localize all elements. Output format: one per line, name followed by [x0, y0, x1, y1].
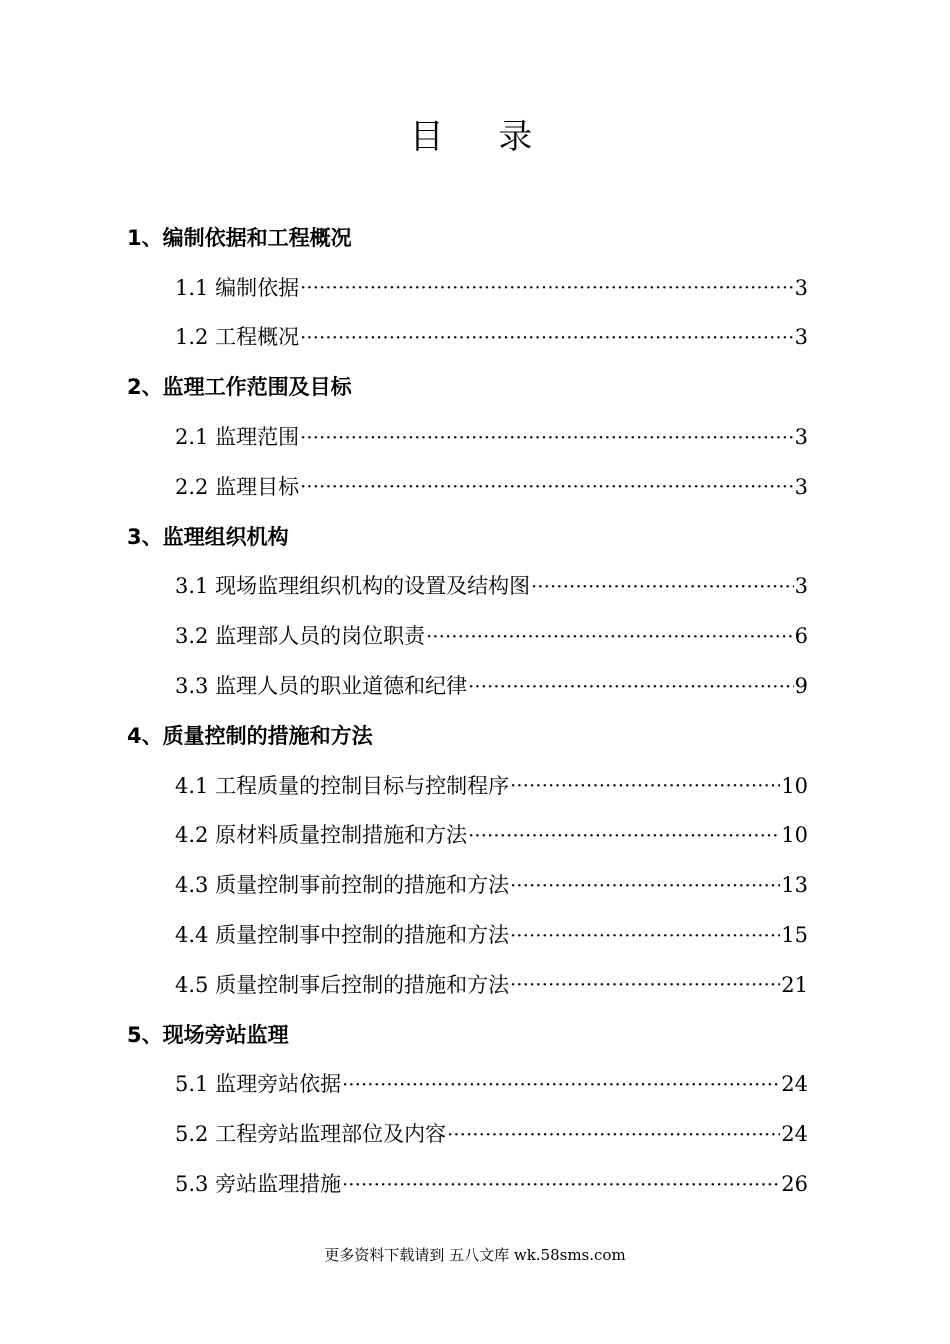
toc-entry-label: 2.2 监理目标 — [175, 474, 300, 499]
toc-entry-label: 3.1 现场监理组织机构的设置及结构图 — [175, 574, 531, 599]
dot-leader — [510, 920, 780, 951]
toc-entry-label: 3.2 监理部人员的岗位职责 — [175, 624, 426, 649]
toc-entry-label: 4.5 质量控制事后控制的措施和方法 — [175, 972, 510, 997]
toc-entry — [0, 412, 808, 462]
dot-leader — [510, 969, 780, 1000]
toc-page-number: 9 — [794, 674, 808, 699]
toc-entry-label: 4.2 原材料质量控制措施和方法 — [175, 823, 468, 848]
toc-page-number: 6 — [794, 624, 808, 649]
dot-leader — [468, 820, 780, 851]
dot-leader — [300, 471, 794, 502]
toc-page-number: 3 — [794, 474, 808, 499]
toc-entry-label: 1.2 工程概况 — [175, 325, 300, 350]
toc-entry — [0, 611, 808, 661]
dot-leader — [300, 322, 794, 353]
toc-entry-label: 4.4 质量控制事中控制的措施和方法 — [175, 923, 510, 948]
toc-entry — [0, 263, 808, 313]
dot-leader — [468, 671, 794, 702]
dot-leader — [342, 1069, 780, 1100]
toc-page-number: 3 — [794, 574, 808, 599]
dot-leader — [300, 422, 794, 453]
toc-page-number: 21 — [781, 972, 808, 997]
toc-page-number: 24 — [781, 1122, 808, 1147]
toc-entry — [0, 761, 808, 811]
toc-section-heading: 3、监理组织机构 — [127, 524, 289, 549]
toc-entry-label: 4.3 质量控制事前控制的措施和方法 — [175, 873, 510, 898]
dot-leader — [300, 272, 794, 303]
toc-page-number: 10 — [781, 773, 808, 798]
toc-section-heading: 4、质量控制的措施和方法 — [127, 723, 373, 748]
footer-note: 更多资料下载请到 五八文库 wk.58sms.com — [324, 1246, 626, 1264]
toc-entry — [0, 661, 808, 711]
toc-section-heading: 5、现场旁站监理 — [127, 1022, 289, 1047]
dot-leader — [531, 571, 794, 602]
toc-page-number: 3 — [794, 425, 808, 450]
toc-entry-label: 4.1 工程质量的控制目标与控制程序 — [175, 773, 510, 798]
toc-page-number: 26 — [781, 1172, 808, 1197]
toc-page-number: 3 — [794, 275, 808, 300]
toc-entry-label: 1.1 编制依据 — [175, 275, 300, 300]
toc-page-number: 3 — [794, 325, 808, 350]
toc-page-number: 10 — [781, 823, 808, 848]
toc-page-number: 24 — [781, 1072, 808, 1097]
dot-leader — [510, 870, 780, 901]
toc-entry — [0, 562, 808, 612]
toc-entry — [0, 860, 808, 910]
toc-entry — [0, 910, 808, 960]
toc-entry — [0, 1159, 808, 1209]
toc-entry — [0, 1060, 808, 1110]
toc-entry — [0, 960, 808, 1010]
toc-page-number: 15 — [781, 923, 808, 948]
toc-entry-label: 5.3 旁站监理措施 — [175, 1172, 342, 1197]
dot-leader — [342, 1169, 780, 1200]
toc-entry — [0, 313, 808, 363]
table-of-contents — [0, 213, 950, 1209]
dot-leader — [510, 770, 780, 801]
toc-entry — [0, 811, 808, 861]
toc-section-heading: 1、编制依据和工程概况 — [127, 225, 352, 250]
toc-page-number: 13 — [781, 873, 808, 898]
dot-leader — [426, 621, 794, 652]
toc-entry-label: 5.1 监理旁站依据 — [175, 1072, 342, 1097]
toc-entry-label: 2.1 监理范围 — [175, 425, 300, 450]
toc-entry — [0, 462, 808, 512]
page-title: 目 录 — [409, 117, 555, 157]
toc-entry-label: 3.3 监理人员的职业道德和纪律 — [175, 674, 468, 699]
toc-entry — [0, 1109, 808, 1159]
toc-section-heading: 2、监理工作范围及目标 — [127, 375, 352, 400]
dot-leader — [447, 1119, 780, 1150]
toc-entry-label: 5.2 工程旁站监理部位及内容 — [175, 1122, 447, 1147]
